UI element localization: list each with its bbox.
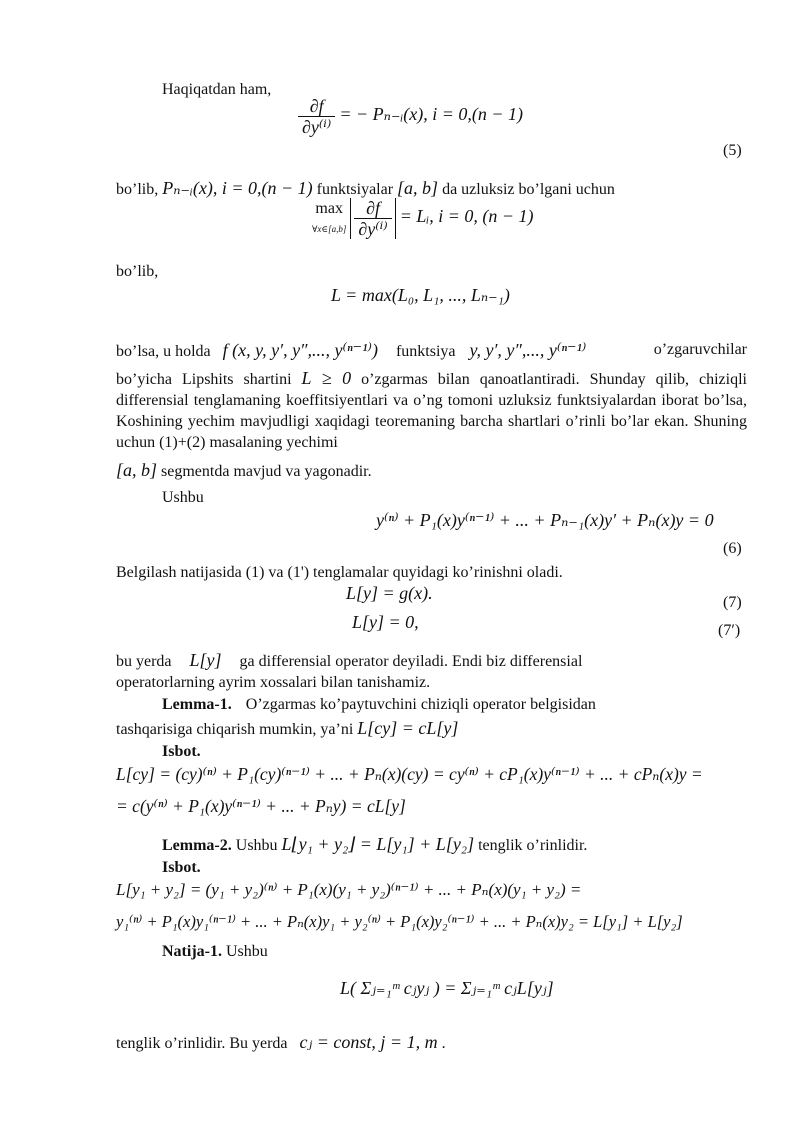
text: tashqarisiga chiqarish mumkin, ya’ni [116, 721, 354, 738]
max-operator [312, 199, 346, 239]
text: funktsiya [395, 343, 456, 360]
math-inline: L[y] [189, 650, 222, 670]
text-line: bo’lib, [116, 263, 159, 280]
numerator: ∂f [298, 96, 335, 117]
text-line [162, 942, 268, 962]
absolute-value [350, 198, 395, 239]
math-inline: L[cy] = cL[y] [357, 718, 459, 738]
text: Ushbu [225, 943, 268, 960]
text-line: Haqiqatdan ham, [162, 81, 272, 98]
equation-number: (7) [723, 594, 742, 611]
numerator: ∂f [354, 198, 391, 219]
equation-number: (5) [723, 142, 742, 159]
max-subscript: ∀x∈[a,b] [312, 223, 347, 234]
equation: L[y] = 0, [352, 612, 419, 632]
denominator: ∂y⁽ⁱ⁾ [302, 117, 332, 137]
equation [298, 96, 523, 152]
text-line: Ushbu [162, 489, 204, 506]
equation: y₁⁽ⁿ⁾ + P₁(x)y₁⁽ⁿ⁻¹⁾ + ... + Pₙ(x)y₁ + y₂⁽ⁿ⁾ + P₁(x)y₂⁽ⁿ⁻¹⁾ + ... + Pₙ(x)y₂ = L[y₁] + L[y₂] [116, 912, 683, 931]
corollary-title: Natija-1. [162, 943, 222, 960]
equation: y⁽ⁿ⁾ + P₁(x)y⁽ⁿ⁻¹⁾ + ... + Pₙ₋₁(x)y′ + Pₙ(x)y = 0 [376, 510, 714, 530]
equation-number: (7′) [718, 622, 741, 639]
equation-rhs: = − Pₙ₋ᵢ(x), i = 0,(n − 1) [339, 104, 524, 125]
text: ga differensial operator deyiladi. Endi biz differensial [239, 653, 583, 670]
proof-title: Isbot. [162, 743, 201, 760]
text-line [116, 1032, 446, 1054]
text: bu yerda [116, 653, 172, 670]
fraction [354, 198, 391, 239]
denominator: ∂y⁽ⁱ⁾ [358, 219, 388, 239]
max-label: max [315, 199, 343, 217]
text: tenglik o’rinlidir. Bu yerda [116, 1035, 288, 1052]
equation: L[cy] = (cy)⁽ⁿ⁾ + P₁(cy)⁽ⁿ⁻¹⁾ + ... + Pₙ(x)(cy) = cy⁽ⁿ⁾ + cP₁(x)y⁽ⁿ⁻¹⁾ + ... + cPₙ(x)y = [116, 764, 703, 784]
text-line [116, 650, 747, 672]
text-line [116, 178, 615, 200]
text-line: Belgilash natijasida (1) va (1') tenglamalar quyidagi ko’rinishni oladi. [116, 564, 563, 581]
equation: L[y] = g(x). [346, 583, 433, 603]
text-line [162, 695, 747, 715]
text: o’zgarmas bilan qanoatlantiradi. Shunday qilib, chiziqli differensial tenglamaning koeffitsiyentlari va o’ng tomoni uzluksiz funktsiyalardan iborat bo’lsa, Koshining yechim mavjudligi xaqidagi teoremaning barcha shartlari o’rinli bo’lar ekan. Shuning uchun (1)+(2) masalaning yechimi [116, 371, 747, 451]
lemma-title: Lemma-1. [162, 696, 232, 713]
math-inline: [a, b] [116, 460, 158, 480]
text-line [116, 340, 747, 362]
text: O’zgarmas ko’paytuvchini chiziqli operator belgisidan [245, 696, 596, 713]
equation: L[y₁ + y₂] = (y₁ + y₂)⁽ⁿ⁾ + P₁(x)(y₁ + y₂)⁽ⁿ⁻¹⁾ + ... + Pₙ(x)(y₁ + y₂) = [116, 880, 582, 899]
equation-number: (6) [723, 540, 742, 557]
text: segmentda mavjud va yagonadir. [161, 463, 372, 480]
lemma-title: Lemma-2. [162, 837, 232, 854]
math-inline: f (x, y, y′, y″,..., y⁽ⁿ⁻¹⁾) [222, 340, 378, 360]
text: . [441, 1035, 446, 1052]
equation: L( Σⱼ₌₁ᵐ cⱼyⱼ ) = Σⱼ₌₁ᵐ cⱼL[yⱼ] [340, 978, 554, 998]
text-line [116, 718, 458, 740]
proof-title: Isbot. [162, 859, 201, 876]
math-inline: cⱼ = const, j = 1, m [299, 1032, 438, 1052]
equation [312, 198, 534, 256]
text: da uzluksiz bo’lgani uchun [442, 181, 615, 198]
text: bo’lib, [116, 181, 159, 198]
text: o’zgaruvchilar [653, 341, 747, 358]
text: bo’lsa, u holda [116, 343, 211, 360]
paragraph [116, 368, 747, 453]
equation: L = max(L₀, L₁, ..., Lₙ₋₁) [331, 285, 510, 305]
text-line: operatorlarning ayrim xossalari bilan tanishamiz. [116, 674, 431, 691]
equation-rhs: = Lᵢ, i = 0, (n − 1) [399, 206, 534, 227]
math-inline: y, y′, y″,..., y⁽ⁿ⁻¹⁾ [469, 340, 587, 360]
math-inline: [a, b] [397, 178, 439, 198]
text: tenglik o’rinlidir. [478, 837, 588, 854]
text-line [162, 834, 587, 856]
math-inline: Pₙ₋ᵢ(x), i = 0,(n − 1) [162, 178, 313, 198]
text: funktsiyalar [316, 181, 394, 198]
text: bo’yicha Lipshits shartini [116, 371, 292, 388]
math-inline: L⌊y₁ + y₂⌋ = L[y₁] + L[y₂] [281, 834, 475, 854]
equation: = c(y⁽ⁿ⁾ + P₁(x)y⁽ⁿ⁻¹⁾ + ... + Pₙy) = cL[y] [116, 796, 406, 816]
math-inline: L ≥ 0 [301, 368, 352, 388]
fraction [298, 96, 335, 137]
text: Ushbu [235, 837, 278, 854]
text-line [116, 460, 372, 482]
